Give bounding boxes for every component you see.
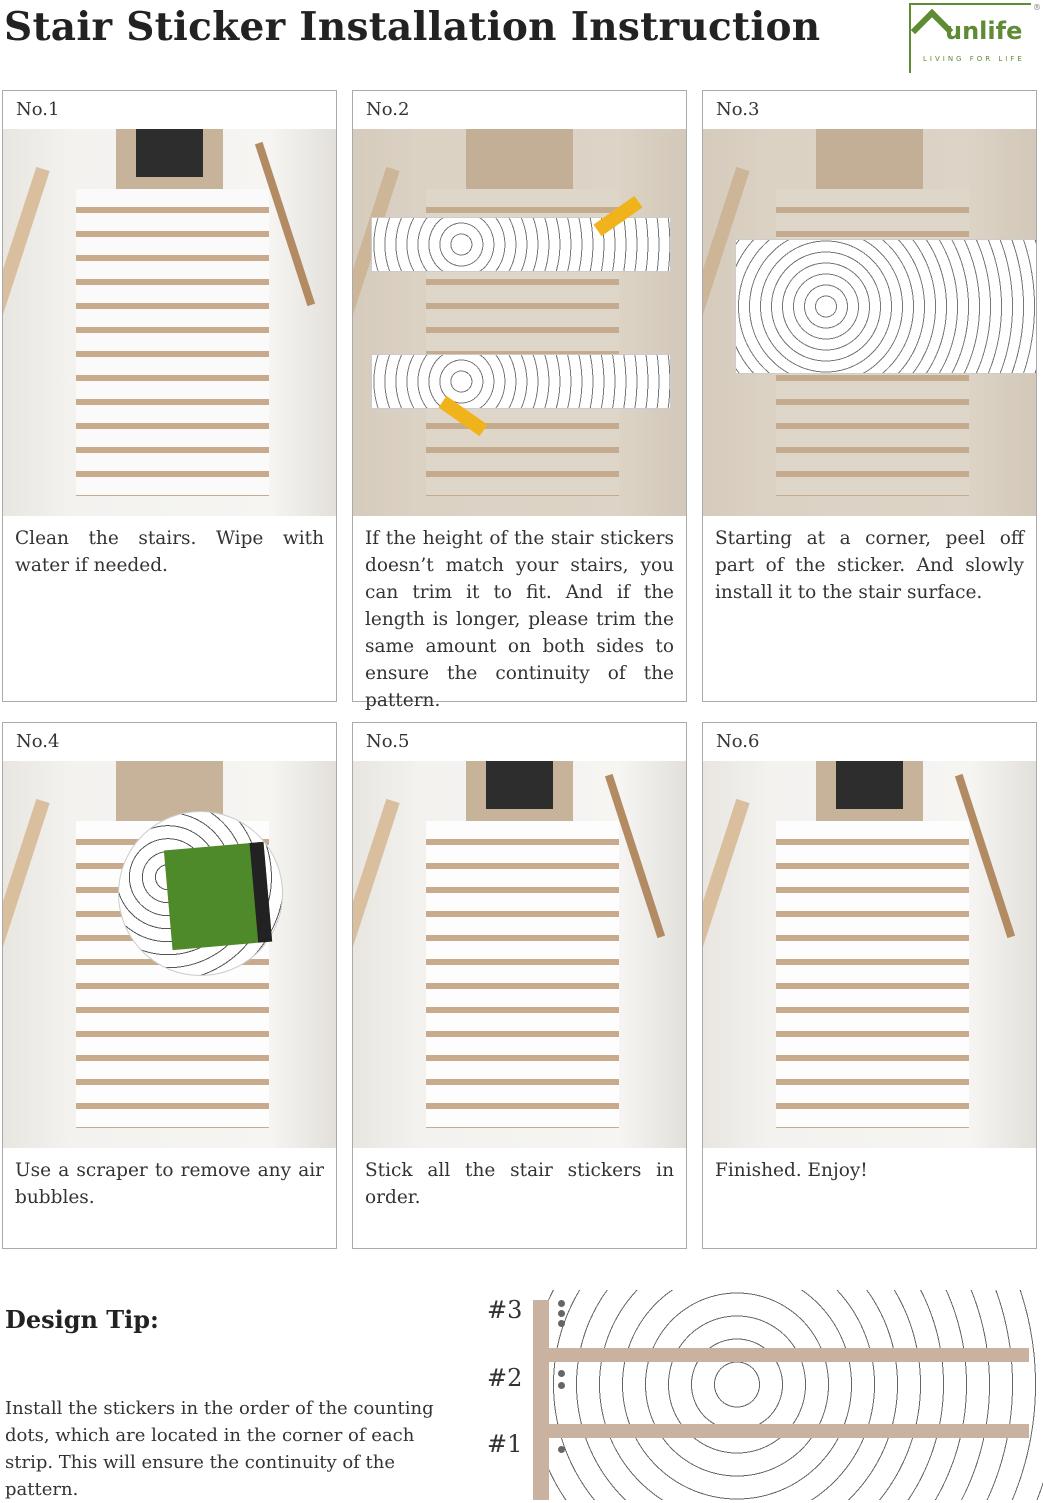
- logo-brand: unlife: [945, 17, 1023, 45]
- sticker-order-diagram: [533, 1290, 1043, 1500]
- step-photo-scraper: [3, 761, 336, 1148]
- sticker-strip: [735, 239, 1036, 374]
- step-photo-trim-sticker: [353, 129, 686, 516]
- strip-label-2: #2: [487, 1364, 523, 1392]
- step-card-6: [702, 722, 1037, 1249]
- step-text: If the height of the stair stickers doesn’t match your stairs, you can trim it to fit. And if the length is longer, please trim the same amount on both sides to ensure the continuity of the pattern.: [365, 528, 674, 711]
- step-photo-peel-sticker: [703, 129, 1036, 516]
- step-card-4: [2, 722, 337, 1249]
- design-tip-title: Design Tip:: [5, 1305, 159, 1334]
- design-tip-text: Install the stickers in the order of the counting dots, which are located in the corner of each strip. This will ensure the continuity of the pattern.: [5, 1398, 434, 1500]
- brand-logo: [909, 3, 1041, 73]
- logo-registered: ®: [1033, 3, 1041, 12]
- page-title: Stair Sticker Installation Instruction: [4, 4, 821, 50]
- scraper-icon: [164, 842, 272, 950]
- step-label: No.2: [366, 99, 410, 120]
- sticker-strip: [371, 354, 671, 409]
- step-text: Use a scraper to remove any air bubbles.: [15, 1160, 324, 1208]
- step-text: Finished. Enjoy!: [715, 1160, 868, 1181]
- sticker-strip: [371, 217, 671, 272]
- step-card-3: [702, 90, 1037, 702]
- step-text: Starting at a corner, peel off part of the sticker. And slowly install it to the stair surface.: [715, 528, 1024, 603]
- step-card-5: [352, 722, 687, 1249]
- step-text: Clean the stairs. Wipe with water if needed.: [15, 528, 324, 576]
- step-label: No.1: [16, 99, 60, 120]
- strip-label-1: #1: [487, 1430, 523, 1458]
- strip-label-3: #3: [487, 1296, 523, 1324]
- logo-tagline: LIVING FOR LIFE: [923, 55, 1025, 63]
- step-label: No.4: [16, 731, 60, 752]
- step-photo-finished: [703, 761, 1036, 1148]
- step-card-2: [352, 90, 687, 711]
- step-text: Stick all the stair stickers in order.: [365, 1160, 674, 1208]
- step-card-1: [2, 90, 337, 702]
- step-label: No.3: [716, 99, 760, 120]
- step-label: No.5: [366, 731, 410, 752]
- step-photo-clean-stairs: [3, 129, 336, 516]
- step-photo-stick-in-order: [353, 761, 686, 1148]
- step-label: No.6: [716, 731, 760, 752]
